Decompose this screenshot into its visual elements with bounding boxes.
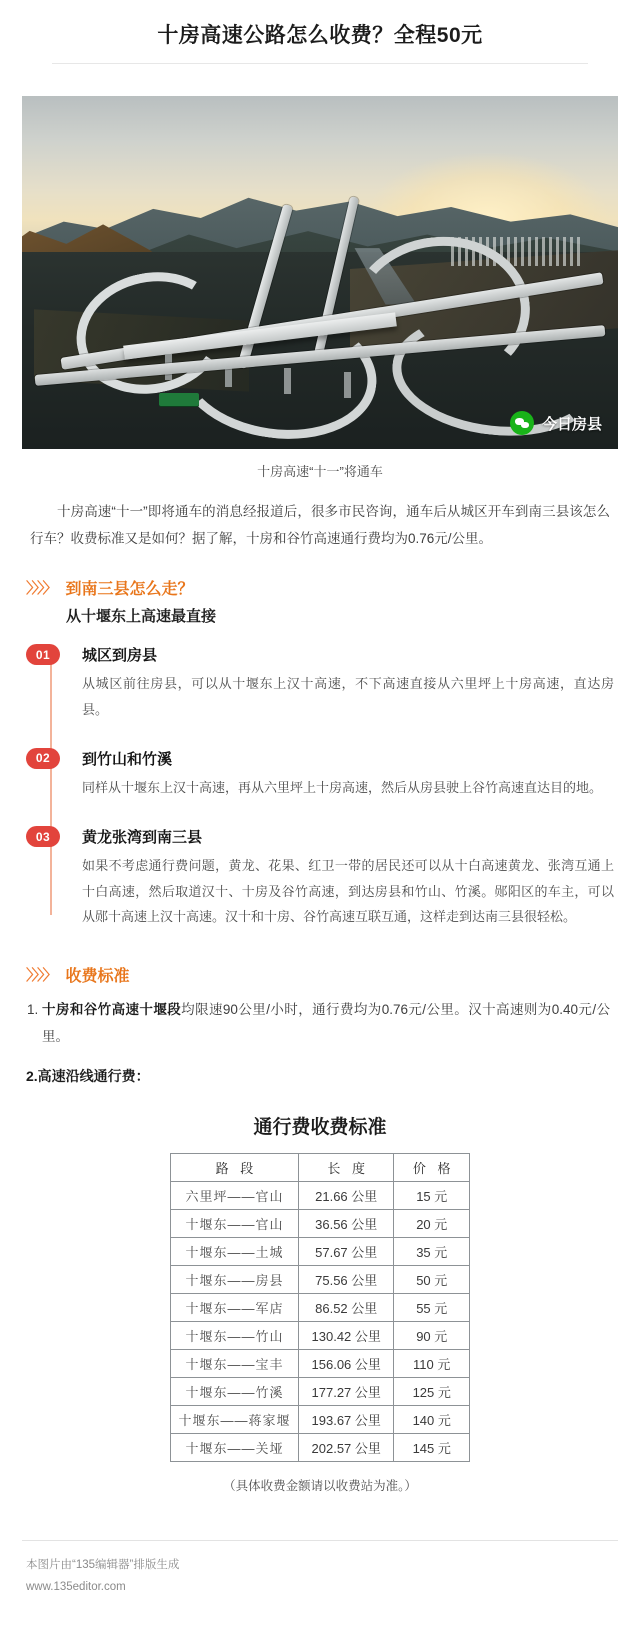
cell-price: 50 元 [394, 1266, 470, 1294]
cell-price: 145 元 [394, 1434, 470, 1462]
footer [22, 1540, 618, 1599]
cell-route: 十堰东——关垭 [171, 1434, 299, 1462]
table-row [171, 1434, 470, 1462]
chevron-right-icon: 〉〉〉〉 [26, 967, 56, 985]
footer-url: www.135editor.com [26, 1581, 126, 1594]
table-row [171, 1406, 470, 1434]
cell-length: 177.27 公里 [298, 1378, 394, 1406]
page-title: 十房高速公路怎么收费？全程50元 [157, 24, 483, 47]
table-row [171, 1350, 470, 1378]
step-title: 城区到房县 [82, 647, 158, 665]
section-header-route [26, 576, 614, 599]
fee-item-highlight: 十房和谷竹高速十堰段 [42, 1002, 182, 1018]
column-header-length: 长 度 [298, 1154, 394, 1182]
cell-length: 36.56 公里 [298, 1210, 394, 1238]
step-body: 如果不考虑通行费问题，黄龙、花果、红卫一带的居民还可以从十白高速黄龙、张湾互通上十白高速，然后取道汉十、十房及谷竹高速，到达房县和竹山、竹溪。郧阳区的车主，可以从郧十高速上汉十高速。汉十和十房、谷竹高速互联互通，这样走到达南三县很轻松。 [82, 858, 614, 925]
table-row [171, 1266, 470, 1294]
highway-interchange-photo [22, 96, 618, 449]
timeline-item [35, 748, 614, 800]
cell-route: 十堰东——竹山 [171, 1322, 299, 1350]
step-title: 黄龙张湾到南三县 [82, 829, 203, 847]
footer-credit: 本图片由“135编辑器”排版生成 [26, 1559, 180, 1572]
timeline-item [35, 644, 614, 722]
step-number-badge: 02 [26, 748, 60, 769]
list-item [42, 996, 610, 1050]
cell-price: 140 元 [394, 1406, 470, 1434]
table-row [171, 1238, 470, 1266]
cell-length: 193.67 公里 [298, 1406, 394, 1434]
timeline-item [35, 826, 614, 929]
bridge-pier [344, 372, 351, 398]
table-title: 通行费收费标准 [253, 1117, 387, 1139]
step-title: 到竹山和竹溪 [82, 750, 173, 768]
cell-length: 130.42 公里 [298, 1322, 394, 1350]
step-body: 同样从十堰东上汉十高速，再从六里坪上十房高速，然后从房县驶上谷竹高速直达目的地。 [82, 779, 603, 795]
toll-fee-table [170, 1153, 470, 1462]
cell-route: 十堰东——宝丰 [171, 1350, 299, 1378]
table-row [171, 1182, 470, 1210]
green-road-sign [159, 393, 199, 406]
cell-route: 十堰东——房县 [171, 1266, 299, 1294]
cell-length: 86.52 公里 [298, 1294, 394, 1322]
column-header-route: 路 段 [171, 1154, 299, 1182]
cell-route: 十堰东——军店 [171, 1294, 299, 1322]
table-row [171, 1378, 470, 1406]
cell-price: 35 元 [394, 1238, 470, 1266]
chevron-right-icon: 〉〉〉〉 [26, 580, 56, 598]
cell-route: 十堰东——竹溪 [171, 1378, 299, 1406]
image-caption: 十房高速“十一”将通车 [257, 464, 383, 480]
cell-route: 十堰东——官山 [171, 1210, 299, 1238]
cell-price: 55 元 [394, 1294, 470, 1322]
cell-price: 90 元 [394, 1322, 470, 1350]
route-steps-timeline [26, 644, 614, 929]
fee-subheading: 2.高速沿线通行费： [26, 1068, 150, 1085]
fee-standard-list [42, 996, 610, 1050]
lead-paragraph: 十房高速“十一”即将通车的消息经报道后，很多市民咨询，通车后从城区开车到南三县该怎么行车？收费标准又是如何？据了解，十房和谷竹高速通行费均为0.76元/公里。 [30, 504, 610, 547]
cell-length: 21.66 公里 [298, 1182, 394, 1210]
watermark-label: 今日房县 [541, 415, 602, 433]
cell-price: 125 元 [394, 1378, 470, 1406]
section-header-fees [26, 963, 614, 986]
step-number-badge: 03 [26, 826, 60, 847]
fee-item-text: 均限速90公里/小时，通行费均为0.76元/公里。汉十高速则为0.40元/公里。 [42, 1002, 610, 1045]
step-body: 从城区前往房县，可以从十堰东上汉十高速，不下高速直接从六里坪上十房高速，直达房县。 [82, 676, 614, 717]
table-row [171, 1322, 470, 1350]
section-title-fees: 收费标准 [65, 968, 130, 986]
hero-image-block [22, 96, 618, 480]
cell-route: 十堰东——蒋家堰 [171, 1406, 299, 1434]
section-subtitle-route: 从十堰东上高速最直接 [66, 608, 217, 626]
cell-length: 156.06 公里 [298, 1350, 394, 1378]
table-note: （具体收费金额请以收费站为准。） [223, 1479, 417, 1494]
cell-length: 57.67 公里 [298, 1238, 394, 1266]
wechat-icon [510, 411, 534, 435]
cell-length: 75.56 公里 [298, 1266, 394, 1294]
step-number-badge: 01 [26, 644, 60, 665]
table-header-row [171, 1154, 470, 1182]
table-row [171, 1294, 470, 1322]
title-divider [52, 63, 588, 64]
cell-route: 六里坪——官山 [171, 1182, 299, 1210]
cell-price: 110 元 [394, 1350, 470, 1378]
cell-price: 15 元 [394, 1182, 470, 1210]
column-header-price: 价 格 [394, 1154, 470, 1182]
cell-route: 十堰东——土城 [171, 1238, 299, 1266]
watermark [510, 411, 602, 435]
bridge-pier [284, 368, 291, 394]
section-title-route: 到南三县怎么走？ [65, 581, 194, 599]
title-block [0, 0, 640, 80]
cell-price: 20 元 [394, 1210, 470, 1238]
table-row [171, 1210, 470, 1238]
cell-length: 202.57 公里 [298, 1434, 394, 1462]
